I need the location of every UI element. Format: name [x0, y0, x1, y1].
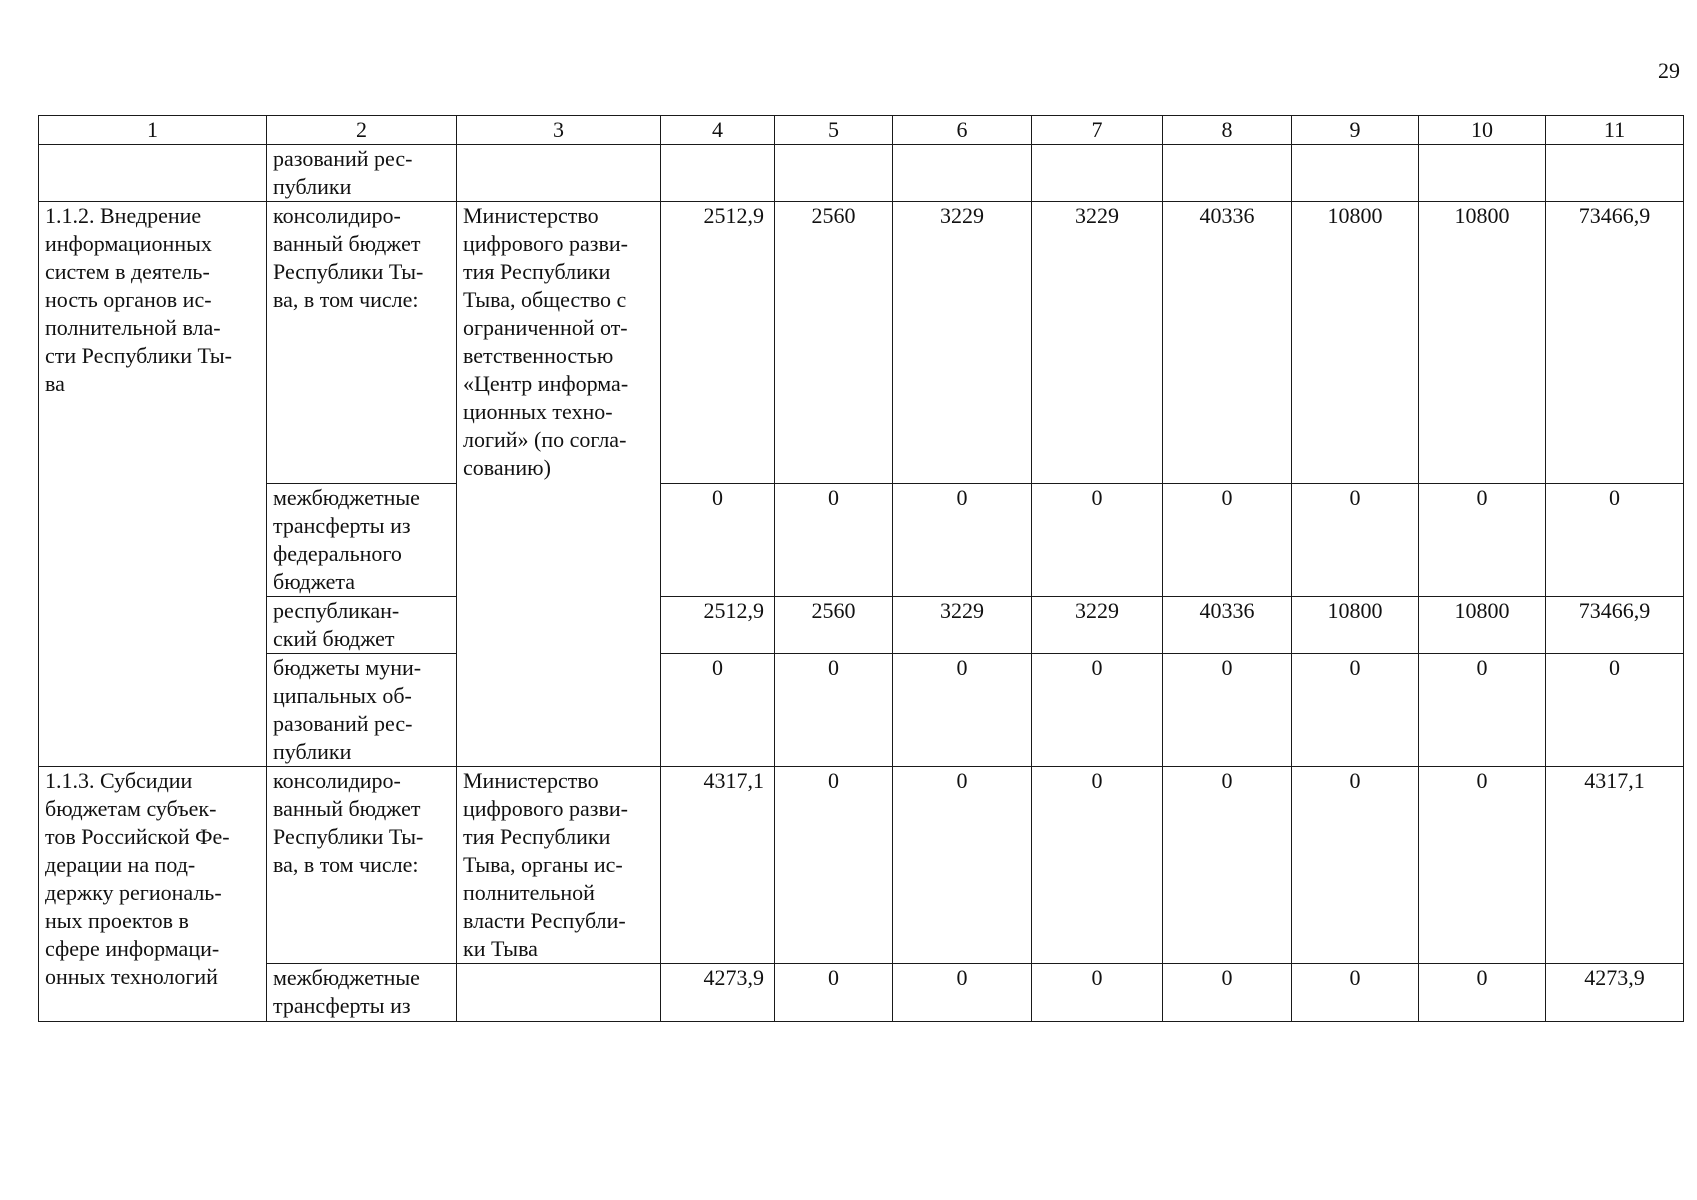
funding-source-cell: межбюджетные трансферты из	[267, 964, 457, 1022]
table-row	[39, 964, 1684, 1022]
column-number: 7	[1032, 116, 1163, 145]
column-number: 3	[457, 116, 661, 145]
column-number: 6	[893, 116, 1032, 145]
value-cell: 0	[1032, 767, 1163, 964]
value-cell: 0	[1419, 654, 1546, 767]
value-cell: 0	[661, 484, 775, 597]
funding-source-cell: межбюджетные трансферты из федерального бюджета	[267, 484, 457, 597]
value-cell	[1419, 145, 1546, 202]
column-number: 5	[775, 116, 893, 145]
column-number: 9	[1292, 116, 1419, 145]
value-cell: 0	[1292, 654, 1419, 767]
funding-source-cell: консолидиро- ванный бюджет Республики Ты- ва, в том числе:	[267, 202, 457, 484]
budget-table	[38, 115, 1684, 1022]
event-cell: 1.1.3. Субсидии бюджетам субъек- тов Российской Фе- дерации на под- держку региональ- ных проектов в сфере информаци- онных технологий	[39, 767, 267, 1022]
table-row	[39, 202, 1684, 484]
event-cell	[39, 145, 267, 202]
value-cell: 73466,9	[1546, 597, 1684, 654]
executor-cell: Министерство цифрового разви- тия Республики Тыва, органы ис- полнительной власти Республи- ки Тыва	[457, 767, 661, 964]
value-cell	[661, 145, 775, 202]
executor-cell	[457, 145, 661, 202]
value-cell: 2512,9	[661, 597, 775, 654]
value-cell	[1032, 145, 1163, 202]
value-cell: 4317,1	[661, 767, 775, 964]
value-cell: 0	[1163, 767, 1292, 964]
value-cell: 10800	[1419, 597, 1546, 654]
value-cell: 4317,1	[1546, 767, 1684, 964]
value-cell: 0	[775, 654, 893, 767]
column-number: 4	[661, 116, 775, 145]
column-number: 2	[267, 116, 457, 145]
page-number: 29	[1658, 58, 1680, 83]
value-cell: 0	[1419, 964, 1546, 1022]
value-cell: 0	[775, 964, 893, 1022]
budget-table-container	[38, 115, 1684, 1022]
column-number: 10	[1419, 116, 1546, 145]
value-cell: 3229	[893, 597, 1032, 654]
value-cell: 10800	[1292, 597, 1419, 654]
funding-source-cell: бюджеты муни- ципальных об- разований рес- публики	[267, 654, 457, 767]
value-cell: 4273,9	[661, 964, 775, 1022]
value-cell: 0	[661, 654, 775, 767]
value-cell: 2560	[775, 597, 893, 654]
executor-cell: Министерство цифрового разви- тия Республики Тыва, общество с ограниченной от- ветственностью «Центр информа- ционных техно- логий» (по согла- сованию)	[457, 202, 661, 767]
value-cell: 4273,9	[1546, 964, 1684, 1022]
value-cell: 0	[893, 964, 1032, 1022]
value-cell: 0	[1163, 964, 1292, 1022]
value-cell: 3229	[1032, 202, 1163, 484]
column-number-row	[39, 116, 1684, 145]
table-row	[39, 145, 1684, 202]
value-cell: 0	[1032, 654, 1163, 767]
value-cell: 40336	[1163, 597, 1292, 654]
value-cell: 0	[893, 767, 1032, 964]
value-cell	[893, 145, 1032, 202]
funding-source-cell: разований рес- публики	[267, 145, 457, 202]
value-cell: 2560	[775, 202, 893, 484]
value-cell: 0	[1163, 654, 1292, 767]
funding-source-cell: консолидиро- ванный бюджет Республики Ты- ва, в том числе:	[267, 767, 457, 964]
value-cell: 10800	[1419, 202, 1546, 484]
table-row	[39, 597, 1684, 654]
value-cell	[1163, 145, 1292, 202]
executor-cell	[457, 964, 661, 1022]
value-cell: 10800	[1292, 202, 1419, 484]
value-cell: 0	[775, 484, 893, 597]
value-cell: 2512,9	[661, 202, 775, 484]
value-cell: 3229	[1032, 597, 1163, 654]
value-cell: 73466,9	[1546, 202, 1684, 484]
value-cell: 0	[1292, 767, 1419, 964]
value-cell: 0	[1546, 654, 1684, 767]
event-cell: 1.1.2. Внедрение информационных систем в деятель- ность органов ис- полнительной вла- сти Республики Ты- ва	[39, 202, 267, 767]
value-cell: 0	[1032, 484, 1163, 597]
value-cell: 0	[1419, 484, 1546, 597]
value-cell: 0	[1032, 964, 1163, 1022]
value-cell: 0	[893, 654, 1032, 767]
value-cell: 0	[1292, 484, 1419, 597]
column-number: 1	[39, 116, 267, 145]
value-cell: 0	[1163, 484, 1292, 597]
table-row	[39, 484, 1684, 597]
value-cell: 0	[893, 484, 1032, 597]
table-row	[39, 654, 1684, 767]
value-cell: 3229	[893, 202, 1032, 484]
value-cell	[1292, 145, 1419, 202]
value-cell: 40336	[1163, 202, 1292, 484]
value-cell	[1546, 145, 1684, 202]
funding-source-cell: республикан- ский бюджет	[267, 597, 457, 654]
column-number: 11	[1546, 116, 1684, 145]
value-cell	[775, 145, 893, 202]
value-cell: 0	[775, 767, 893, 964]
value-cell: 0	[1419, 767, 1546, 964]
value-cell: 0	[1546, 484, 1684, 597]
table-row	[39, 767, 1684, 964]
column-number: 8	[1163, 116, 1292, 145]
value-cell: 0	[1292, 964, 1419, 1022]
